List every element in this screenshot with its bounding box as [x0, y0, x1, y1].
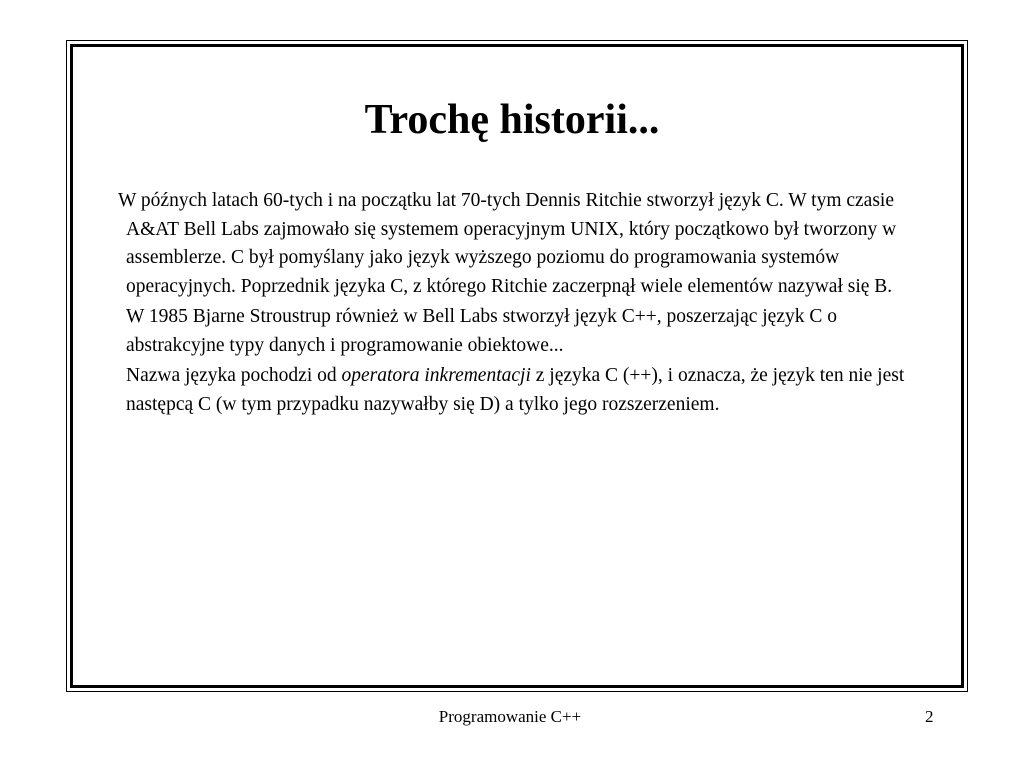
footer-page-number: 2 [925, 707, 934, 726]
slide-title: Trochę historii... [364, 97, 660, 143]
paragraph-name-origin-end: z języka C (++), i oznacza, że język ten nie jest następcą C (w tym przypadku nazywałby się D) a tylko jego rozszerzeniem. [126, 365, 905, 415]
slide-body [118, 187, 938, 421]
paragraph-history-c: W późnych latach 60-tych i na początku lat 70-tych Dennis Ritchie stworzył język C. W tym czasie A&AT Bell Labs zajmowało się systemem operacyjnym UNIX, który początkowo był tworzony w assemblerze. C był pomyślany jako język wyższego poziomu do programowania systemów operacyjnych. Poprzednik języka C, z którego Ritchie zaczerpnął wiele elementów nazywał się B. [118, 190, 897, 297]
footer-course-title: Programowanie C++ [438, 707, 582, 726]
emphasized-term: operatora inkrementacji [341, 365, 531, 386]
paragraph-history-cpp: W 1985 Bjarne Stroustrup również w Bell Labs stworzył język C++, poszerzając język C o abstrakcyjne typy danych i programowanie obiektowe... [126, 306, 837, 356]
paragraph-name-origin [118, 362, 938, 419]
paragraph-name-origin-start: Nazwa języka pochodzi od [126, 365, 342, 386]
